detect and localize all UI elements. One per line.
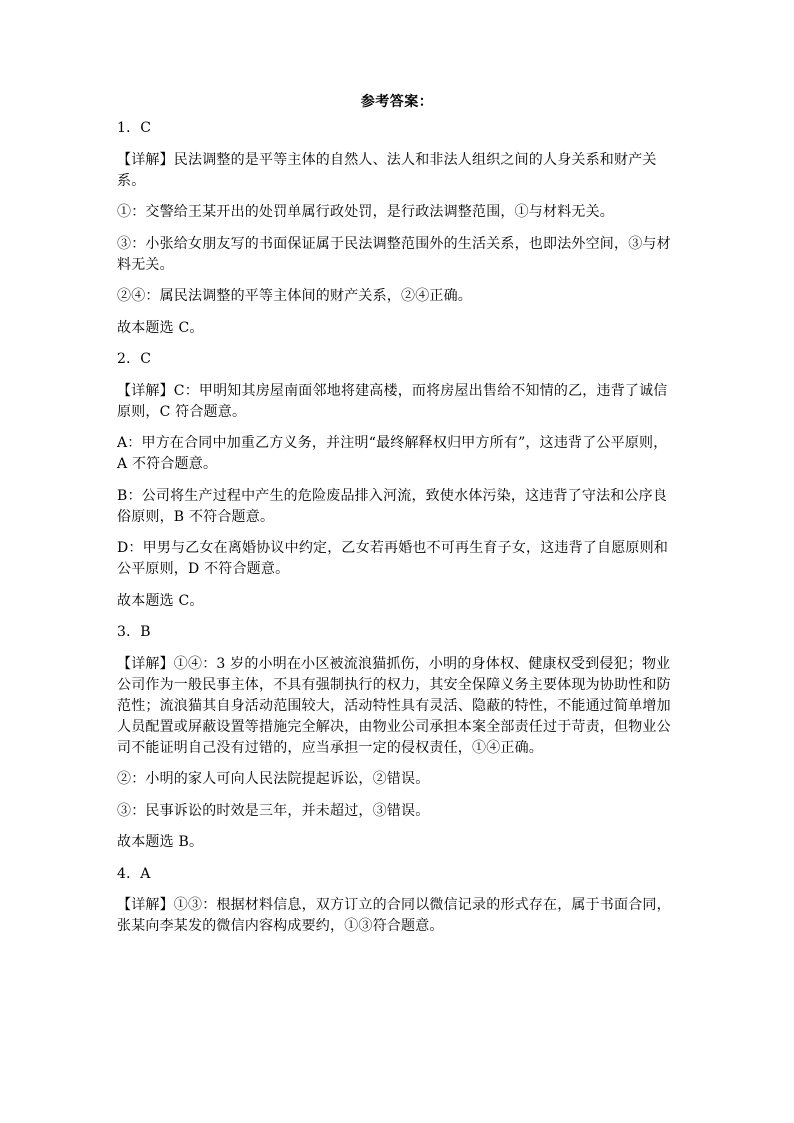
explanation-line: A：甲方在合同中加重乙方义务，并注明“最终解释权归甲方所有”，这违背了公平原则，A 不符合题意。 (117, 435, 668, 472)
explanation-line: 【详解】民法调整的是平等主体的自然人、法人和非法人组织之间的人身关系和财产关系。 (117, 151, 657, 189)
explanation-line: ③：民事诉讼的时效是三年，并未超过，③错误。 (117, 802, 430, 819)
explanation-line: ②④：属民法调整的平等主体间的财产关系，②④正确。 (117, 288, 472, 304)
conclusion-line: 故本题选 B。 (117, 834, 204, 850)
explanation-line: B：公司将生产过程中产生的危险废品排入河流，致使水体污染，这违背了守法和公序良俗原则，B 不符合题意。 (117, 487, 668, 525)
explanation-line: ②：小明的家人可向人民法院提起诉讼，②错误。 (117, 771, 430, 787)
conclusion-line: 故本题选 C。 (117, 592, 204, 609)
page-title: 参考答案： (360, 94, 434, 110)
explanation-line: D：甲男与乙女在离婚协议中约定，乙女若再婚也不可再生育子女，这违背了自愿原则和公平原则，D 不符合题意。 (117, 540, 669, 577)
question-number: 4．A (117, 865, 151, 882)
explanation-line: 【详解】C：甲明知其房屋南面邻地将建高楼，而将房屋出售给不知情的乙，违背了诚信原则，C 符合题意。 (117, 382, 668, 420)
question-number: 1．C (117, 120, 152, 136)
explanation-line: 【详解】①③：根据材料信息，双方订立的合同以微信记录的形式存在，属于书面合同，张某向李某发的微信内容构成要约，①③符合题意。 (117, 897, 671, 934)
question-number: 3．B (117, 624, 151, 640)
explanation-line: 【详解】①④：3 岁的小明在小区被流浪猫抓伤，小明的身体权、健康权受到侵犯；物业公司作为一般民事主体，不具有强制执行的权力，其安全保障义务主要体现为协助性和防范性；流浪猫其自身活动范围较大，活动特性具有灵活、隐蔽的特性，不能通过简单增加人员配置或屏蔽设置等措施完全解决，由物业公司承担本案全部责任过于苛责，但物业公司不能证明自己没有过错的，应当承担一定的侵权责任，①④正确。 (117, 655, 671, 756)
answer-page (117, 92, 677, 948)
conclusion-line: 故本题选 C。 (117, 319, 204, 336)
explanation-line: ③：小张给女朋友写的书面保证属于民法调整范围外的生活关系，也即法外空间，③与材料无关。 (117, 235, 671, 273)
explanation-line: ①：交警给王某开出的处罚单属行政处罚，是行政法调整范围，①与材料无关。 (117, 204, 614, 220)
question-number: 2．C (117, 351, 152, 367)
